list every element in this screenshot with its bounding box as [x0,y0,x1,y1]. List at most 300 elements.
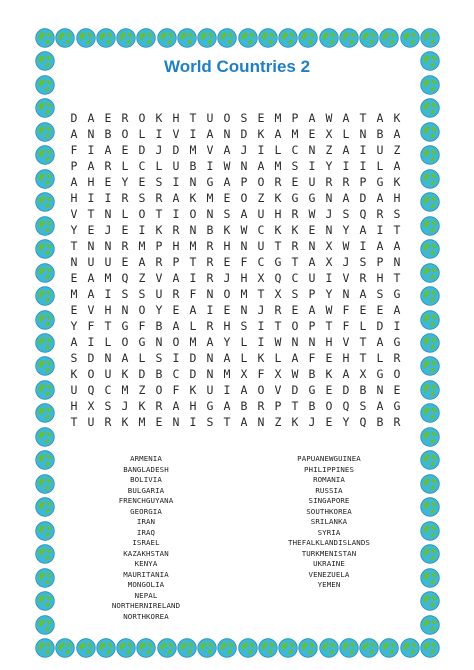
globe-icon [420,568,440,588]
grid-letter: G [376,175,384,189]
grid-letter: A [240,383,248,397]
grid-letter: Y [70,223,78,237]
grid-letter: D [240,127,248,141]
grid-letter: B [376,127,384,141]
grid-letter: H [189,399,197,413]
grid-letter: N [206,207,214,221]
grid-letter: N [308,239,316,253]
grid-letter: G [274,255,282,269]
grid-letter: W [325,303,333,317]
globe-icon [420,474,440,494]
grid-letter: P [70,159,78,173]
grid-letter: L [376,351,384,365]
grid-letter: R [172,223,180,237]
grid-letter: R [206,239,214,253]
grid-letter: E [223,255,231,269]
grid-letter: E [104,111,112,125]
grid-letter: P [240,175,248,189]
word-list-item: THEFALKLANDISLANDS [288,538,370,547]
grid-letter: E [308,223,316,237]
grid-letter: A [359,223,367,237]
grid-letter: J [155,143,163,157]
grid-letter: V [342,271,350,285]
word-list-item: BULGARIA [127,485,165,495]
grid-letter: T [70,415,78,429]
grid-letter: F [240,255,248,269]
grid-letter: A [87,287,95,301]
grid-letter: T [359,351,367,365]
grid-letter: N [189,223,197,237]
grid-letter: A [342,191,350,205]
globe-icon [420,497,440,517]
grid-letter: E [308,127,316,141]
globe-icon [35,615,55,635]
globe-icon [258,28,278,48]
grid-letter: M [104,271,112,285]
grid-letter: J [308,415,316,429]
grid-letter: A [87,111,95,125]
grid-letter: R [325,175,333,189]
globe-icon [359,28,379,48]
grid-letter: E [291,303,299,317]
grid-letter: X [87,399,95,413]
grid-letter: S [206,415,214,429]
word-list-item: IRAQ [136,527,156,537]
grid-letter: L [155,159,163,173]
grid-letter: B [308,367,316,381]
grid-letter: V [274,383,282,397]
word-list-item: NORTHKOREA [123,611,169,621]
grid-letter: H [223,239,231,253]
grid-letter: A [376,399,384,413]
grid-letter: L [104,335,112,349]
grid-row [0,350,474,366]
grid-letter: E [393,383,401,397]
globe-icon [35,544,55,564]
grid-letter: Z [393,143,401,157]
grid-letter: K [223,223,231,237]
word-list-item: MAURITANIA [123,569,169,579]
globe-icon [420,75,440,95]
grid-letter: C [172,367,180,381]
grid-letter: A [87,159,95,173]
grid-letter: R [393,351,401,365]
grid-letter: M [138,239,146,253]
grid-letter: Y [325,159,333,173]
grid-letter: F [342,319,350,333]
globe-icon [217,28,237,48]
grid-letter: T [189,111,197,125]
grid-letter: N [240,239,248,253]
grid-row [0,414,474,430]
grid-letter: F [308,351,316,365]
grid-letter: A [206,335,214,349]
grid-letter: I [206,159,214,173]
grid-row [0,366,474,382]
grid-letter: K [155,223,163,237]
grid-letter: L [121,159,129,173]
grid-letter: I [206,303,214,317]
grid-row [0,174,474,190]
grid-letter: T [257,287,265,301]
grid-letter: A [189,303,197,317]
grid-letter: O [291,319,299,333]
grid-letter: D [189,351,197,365]
grid-letter: Z [325,143,333,157]
word-list-item: ROMANIA [313,475,345,484]
grid-letter: T [393,271,401,285]
grid-letter: J [257,303,265,317]
grid-letter: L [240,335,248,349]
grid-letter: D [291,383,299,397]
grid-letter: N [291,335,299,349]
grid-letter: N [342,287,350,301]
grid-letter: H [70,399,78,413]
grid-letter: B [308,399,316,413]
grid-letter: W [291,367,299,381]
grid-letter: A [376,111,384,125]
grid-letter: N [359,127,367,141]
grid-letter: V [87,303,95,317]
grid-letter: S [138,287,146,301]
grid-letter: S [138,191,146,205]
grid-letter: U [257,207,265,221]
grid-letter: J [325,207,333,221]
grid-letter: B [206,223,214,237]
grid-letter: T [359,111,367,125]
grid-letter: R [359,271,367,285]
grid-letter: D [87,351,95,365]
grid-letter: R [206,271,214,285]
grid-letter: H [376,271,384,285]
word-list-item: NEPAL [134,590,158,600]
grid-letter: A [172,271,180,285]
grid-letter: T [291,255,299,269]
word-list-item: RUSSIA [315,485,343,495]
grid-letter: D [138,143,146,157]
grid-row [0,382,474,398]
grid-letter: A [308,111,316,125]
grid-letter: F [70,143,78,157]
globe-icon [359,638,379,658]
globe-icon [420,427,440,447]
grid-letter: S [291,159,299,173]
grid-letter: E [87,223,95,237]
grid-letter: I [172,175,180,189]
grid-letter: U [206,111,214,125]
grid-letter: O [155,383,163,397]
grid-letter: H [172,239,180,253]
grid-letter: I [172,351,180,365]
grid-letter: G [308,191,316,205]
grid-letter: D [376,319,384,333]
grid-letter: E [104,175,112,189]
grid-letter: A [342,143,350,157]
grid-letter: I [308,159,316,173]
grid-letter: X [240,367,248,381]
grid-letter: E [325,415,333,429]
grid-letter: A [393,127,401,141]
globe-icon [420,28,440,48]
grid-letter: I [393,319,401,333]
globe-icon [400,28,420,48]
grid-letter: N [70,255,78,269]
grid-letter: I [257,335,265,349]
grid-letter: K [257,127,265,141]
grid-letter: B [359,383,367,397]
word-list-item: MONGOLIA [127,580,165,589]
globe-icon [116,28,136,48]
grid-letter: A [359,287,367,301]
grid-letter: A [172,319,180,333]
globe-icon [76,638,96,658]
grid-letter: A [172,191,180,205]
grid-letter: I [138,223,146,237]
grid-letter: A [308,255,316,269]
globe-icon [319,28,339,48]
grid-letter: R [104,415,112,429]
grid-letter: G [121,319,129,333]
grid-letter: W [240,223,248,237]
grid-letter: S [359,255,367,269]
globe-icon [278,638,298,658]
grid-letter: E [359,303,367,317]
globe-icon [197,638,217,658]
grid-letter: B [104,127,112,141]
word-list-item: NORTHERNIRELAND [111,601,181,610]
globe-icon [420,615,440,635]
grid-letter: O [257,383,265,397]
grid-letter: L [274,143,282,157]
grid-letter: N [223,127,231,141]
word-list-item: VENEZUELA [308,569,350,579]
grid-letter: H [240,271,248,285]
grid-letter: N [308,335,316,349]
grid-letter: R [104,159,112,173]
grid-letter: O [172,335,180,349]
grid-letter: X [257,271,265,285]
grid-letter: R [274,303,282,317]
grid-letter: N [206,351,214,365]
grid-letter: O [257,175,265,189]
grid-letter: R [121,239,129,253]
globe-icon [420,521,440,541]
grid-letter: K [155,111,163,125]
word-list-item: YEMEN [317,580,341,589]
grid-letter: R [291,239,299,253]
grid-letter: A [240,207,248,221]
grid-row [0,334,474,350]
grid-letter: E [325,383,333,397]
grid-letter: W [308,207,316,221]
grid-letter: S [240,111,248,125]
globe-icon [136,638,156,658]
grid-letter: C [291,271,299,285]
grid-letter: A [223,143,231,157]
globe-icon [400,638,420,658]
grid-letter: X [359,367,367,381]
grid-letter: S [376,287,384,301]
grid-letter: S [223,207,231,221]
grid-letter: N [325,191,333,205]
grid-letter: O [240,191,248,205]
grid-letter: A [121,351,129,365]
grid-letter: Q [121,271,129,285]
grid-letter: R [121,191,129,205]
grid-row [0,158,474,174]
globe-icon [319,638,339,658]
globe-icon [177,638,197,658]
grid-letter: F [189,287,197,301]
grid-letter: I [104,287,112,301]
word-list-item: SYRIA [317,527,341,537]
grid-letter: H [87,175,95,189]
globe-icon [238,638,258,658]
grid-letter: I [87,335,95,349]
grid-letter: N [257,415,265,429]
grid-letter: V [206,143,214,157]
grid-letter: L [274,351,282,365]
grid-letter: T [359,335,367,349]
grid-letter: P [359,175,367,189]
grid-letter: N [155,335,163,349]
grid-letter: Q [359,415,367,429]
globe-icon [420,591,440,611]
grid-letter: K [325,367,333,381]
grid-letter: A [376,335,384,349]
word-list-item: SRILANKA [310,517,348,526]
grid-letter: A [138,255,146,269]
grid-letter: T [70,239,78,253]
grid-letter: I [104,191,112,205]
grid-letter: O [138,111,146,125]
grid-letter: N [376,383,384,397]
globe-icon [238,28,258,48]
grid-letter: O [189,207,197,221]
grid-letter: X [325,255,333,269]
grid-letter: K [121,415,129,429]
globe-icon [76,28,96,48]
grid-letter: U [155,287,163,301]
grid-letter: A [70,127,78,141]
grid-letter: L [138,127,146,141]
grid-letter: R [155,255,163,269]
grid-letter: E [70,303,78,317]
grid-letter: S [70,351,78,365]
grid-letter: R [291,207,299,221]
grid-letter: R [257,399,265,413]
grid-letter: A [223,351,231,365]
grid-letter: N [240,303,248,317]
grid-letter: U [376,143,384,157]
grid-letter: N [308,143,316,157]
grid-letter: M [189,239,197,253]
grid-letter: D [189,367,197,381]
grid-letter: N [87,239,95,253]
grid-letter: I [87,143,95,157]
grid-letter: A [274,127,282,141]
grid-letter: T [274,239,282,253]
grid-letter: Q [359,207,367,221]
grid-letter: W [274,335,282,349]
grid-letter: R [155,191,163,205]
globe-icon [96,28,116,48]
word-list-item: ARMENIA [130,454,162,463]
grid-row [0,142,474,158]
grid-letter: N [206,367,214,381]
grid-letter: W [223,159,231,173]
grid-letter: B [155,319,163,333]
grid-letter: O [121,335,129,349]
grid-letter: E [376,303,384,317]
grid-letter: B [240,399,248,413]
grid-letter: U [104,367,112,381]
grid-letter: H [342,351,350,365]
grid-letter: N [172,415,180,429]
grid-letter: Y [121,175,129,189]
grid-letter: S [393,207,401,221]
grid-letter: N [104,351,112,365]
grid-letter: N [325,223,333,237]
grid-letter: G [393,287,401,301]
globe-icon [55,638,75,658]
grid-letter: H [223,319,231,333]
grid-letter: M [291,127,299,141]
grid-letter: A [70,335,78,349]
grid-letter: K [70,367,78,381]
word-list-item: GEORGIA [130,506,162,516]
grid-letter: A [240,415,248,429]
grid-letter: P [172,255,180,269]
grid-letter: U [70,383,78,397]
grid-letter: H [70,191,78,205]
word-list-item: KAZAKHSTAN [123,548,169,558]
grid-letter: K [393,111,401,125]
grid-letter: P [308,319,316,333]
grid-letter: M [274,111,282,125]
grid-row [0,398,474,414]
grid-letter: F [342,303,350,317]
grid-letter: I [87,191,95,205]
grid-letter: Q [87,383,95,397]
grid-letter: R [121,111,129,125]
grid-letter: O [223,287,231,301]
globe-icon [35,568,55,588]
grid-letter: I [189,127,197,141]
grid-letter: M [206,191,214,205]
grid-letter: G [291,191,299,205]
globe-icon [116,638,136,658]
grid-letter: I [359,159,367,173]
grid-letter: B [155,367,163,381]
word-list-item: BOLIVIA [130,475,162,484]
grid-letter: N [121,303,129,317]
page-title: World Countries 2 [163,57,311,76]
grid-letter: A [291,351,299,365]
grid-letter: A [342,367,350,381]
grid-letter: H [172,111,180,125]
grid-letter: O [138,207,146,221]
grid-letter: H [325,335,333,349]
grid-letter: I [223,383,231,397]
grid-letter: V [342,335,350,349]
globe-icon [96,638,116,658]
grid-letter: N [189,175,197,189]
grid-letter: T [104,319,112,333]
grid-letter: L [359,319,367,333]
globe-icon [298,638,318,658]
grid-letter: D [70,111,78,125]
